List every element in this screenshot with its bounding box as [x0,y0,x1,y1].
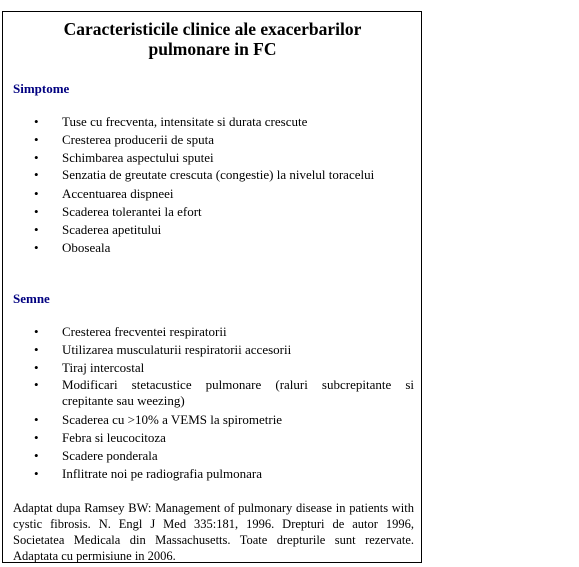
bullet-icon: • [34,324,39,339]
list-item: • Tuse cu frecventa, intensitate si durata crescute [34,114,308,129]
document-title [3,19,422,59]
bullet-icon: • [34,167,39,182]
bullet-icon: • [34,204,39,219]
title-line-1: Caracteristicile clinice ale exacerbarilor [63,19,362,39]
source-footnote: Adaptat dupa Ramsey BW: Management of pulmonary disease in patients with cystic fibrosis. N. Engl J Med 335:181, 1996. Drepturi de autor 1996, Societatea Medicala din Massachusetts. Toate drepturile sunt rezervate. Adaptata cu permisiune in 2006. [13,501,414,563]
bullet-icon: • [34,377,39,392]
list-item: • Tiraj intercostal [34,360,145,375]
list-item: • Scaderea apetitului [34,222,162,237]
bullet-icon: • [34,150,39,165]
list-item: • Inflitrate noi pe radiografia pulmonara [34,466,262,481]
bullet-icon: • [34,342,39,357]
list-item: • Cresterea producerii de sputa [34,132,214,147]
title-line-2: pulmonare in FC [148,39,277,59]
bullet-icon: • [34,448,39,463]
list-item: • Cresterea frecventei respiratorii [34,324,227,339]
bullet-icon: • [34,430,39,445]
list-item: • Utilizarea musculaturii respiratorii accesorii [34,342,292,357]
list-item: • Accentuarea dispneei [34,186,174,201]
list-item: • Senzatia de greutate crescuta (congestie) la nivelul toracelui [34,167,375,182]
bullet-icon: • [34,222,39,237]
bullet-icon: • [34,114,39,129]
list-item: • Modificari stetacustice pulmonare (raluri subcrepitante si crepitante sau weezing) [34,377,414,408]
section-heading-semne: Semne [13,291,50,306]
list-item: • Febra si leucocitoza [34,430,166,445]
signs-list [3,323,422,483]
list-item: • Scaderea tolerantei la efort [34,204,202,219]
text-box [2,11,422,563]
bullet-icon: • [34,412,39,427]
bullet-icon: • [34,466,39,481]
list-item: • Oboseala [34,240,111,255]
bullet-icon: • [34,132,39,147]
list-item: • Scadere ponderala [34,448,158,463]
list-item: • Scaderea cu >10% a VEMS la spirometrie [34,412,283,427]
list-item: • Schimbarea aspectului sputei [34,150,214,165]
bullet-icon: • [34,240,39,255]
section-heading-simptome: Simptome [13,81,70,96]
bullet-icon: • [34,360,39,375]
bullet-icon: • [34,186,39,201]
symptoms-list [3,113,422,257]
